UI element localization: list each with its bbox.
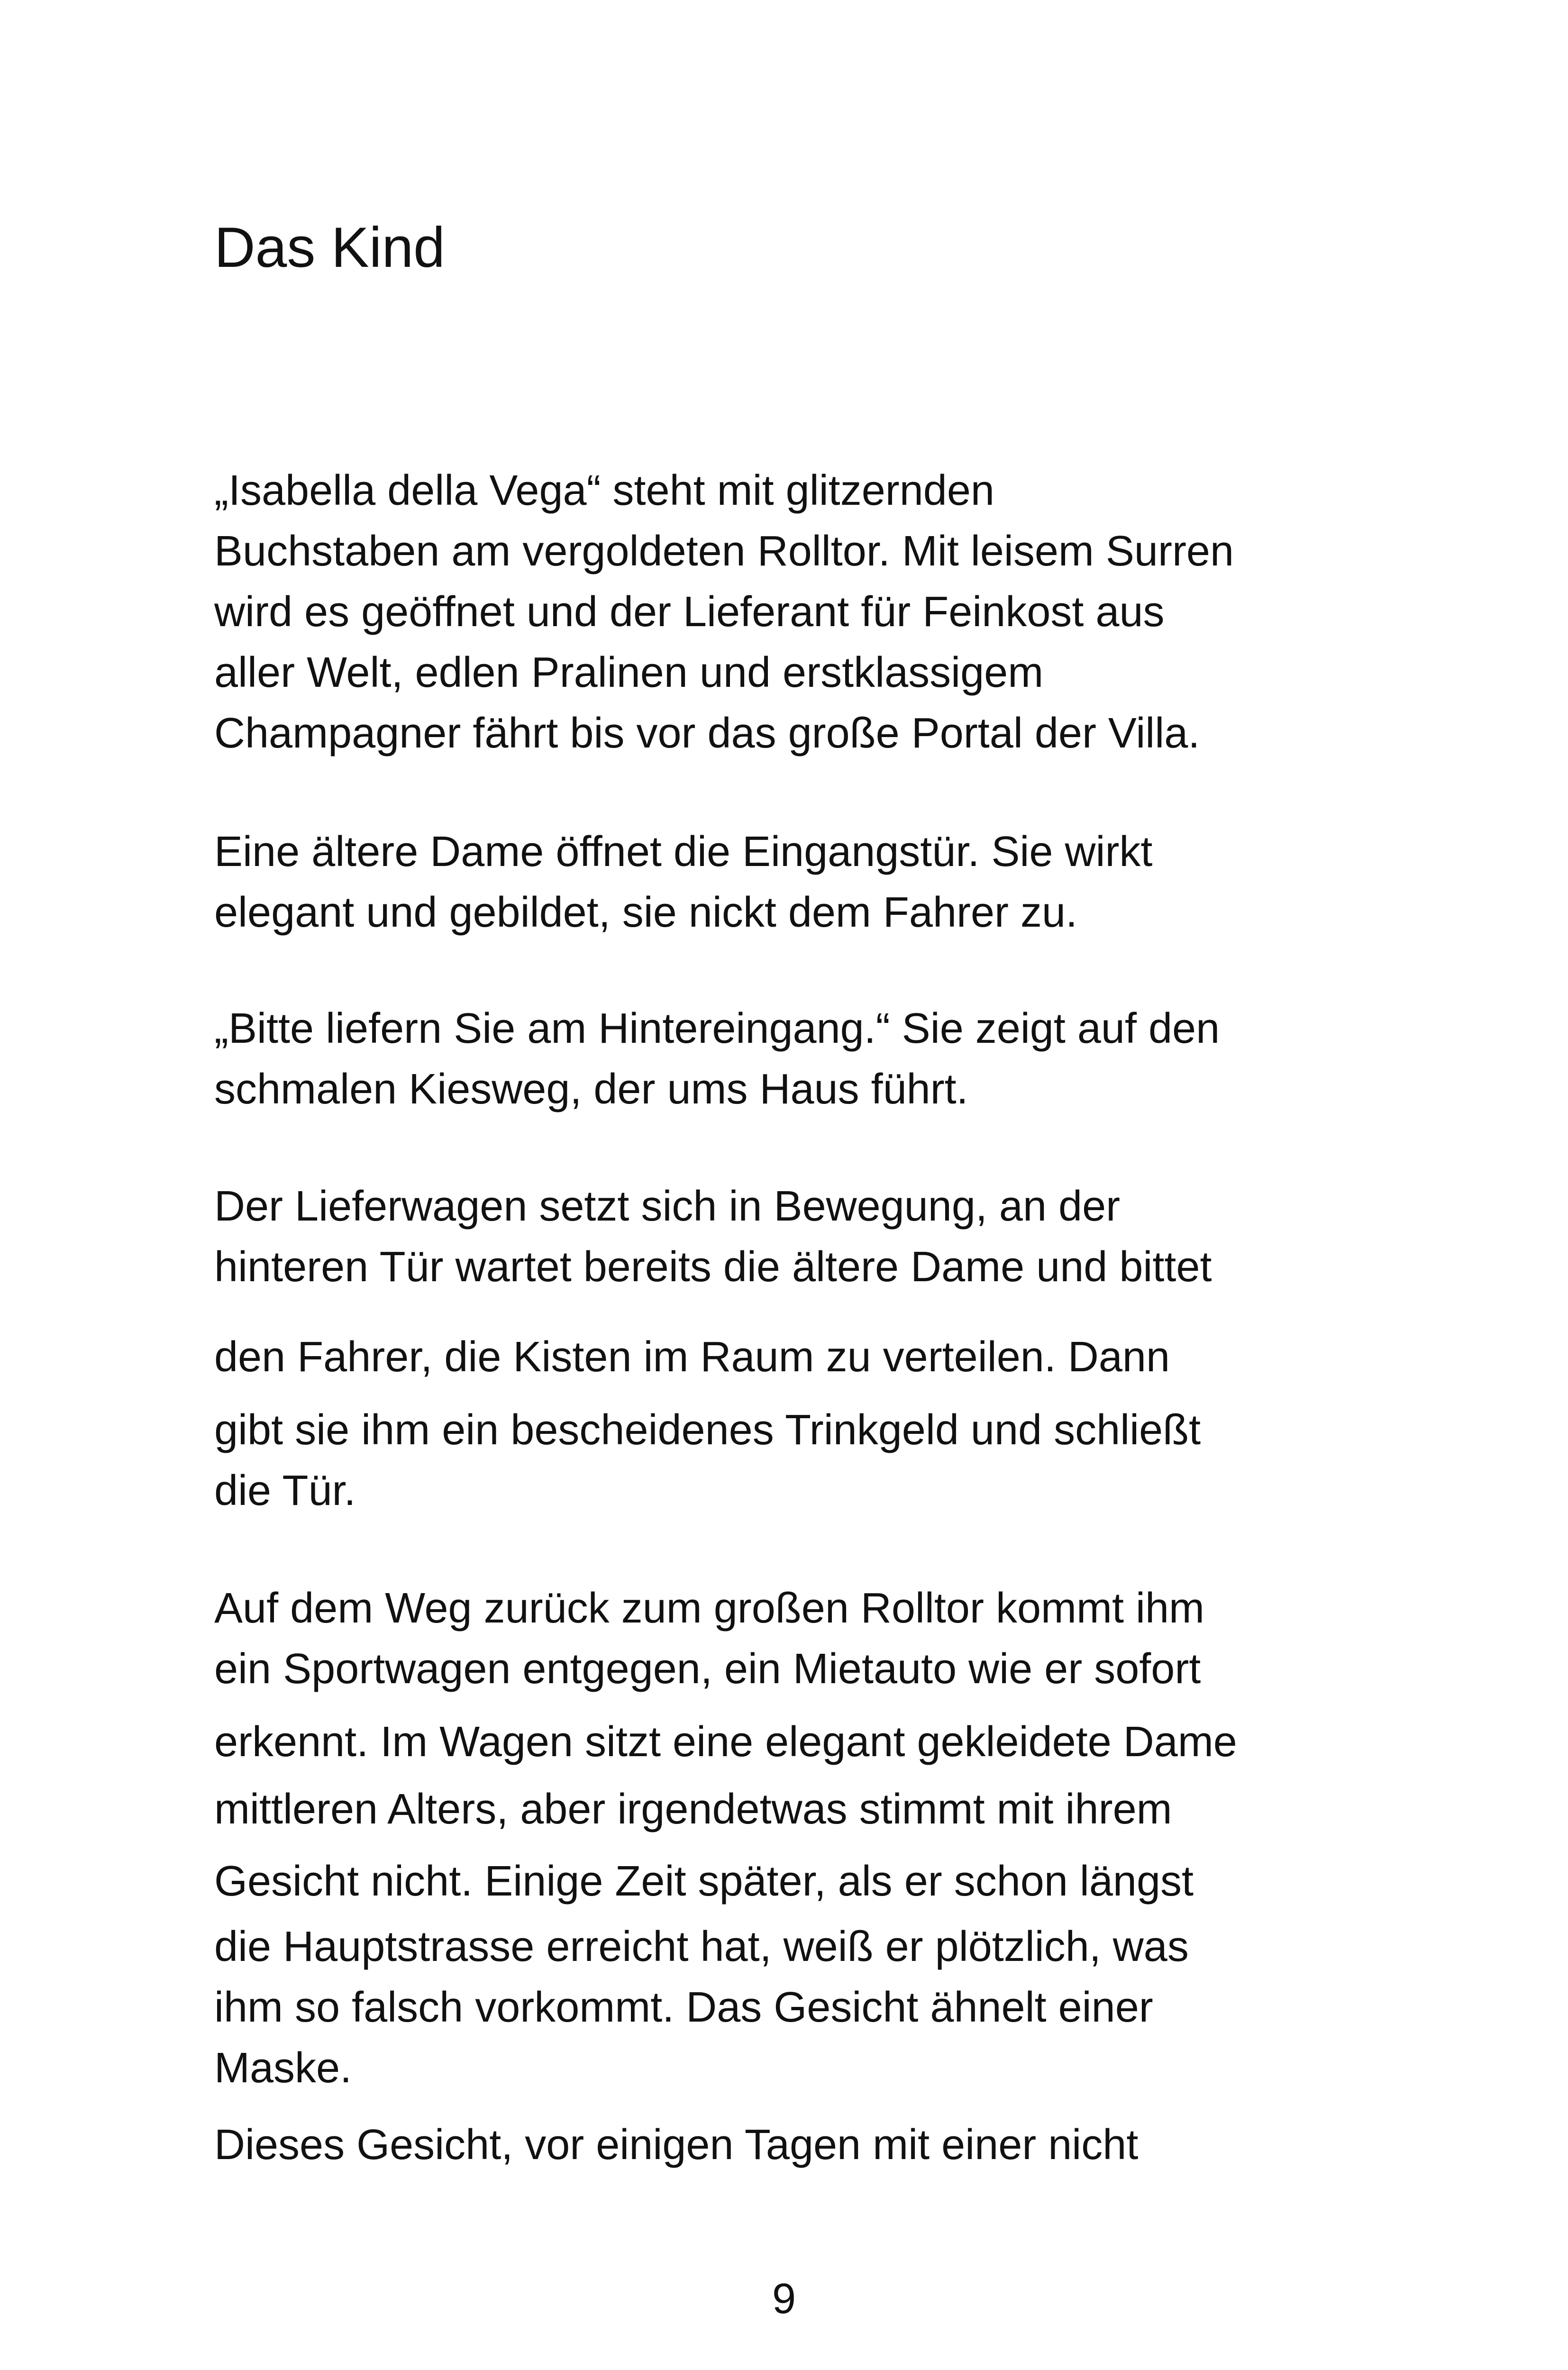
text-line: erkennt. Im Wagen sitzt eine elegant gekleidete Dame bbox=[214, 1718, 1237, 1766]
text-line: Champagner fährt bis vor das große Portal der Villa. bbox=[214, 710, 1200, 757]
text-line: mittleren Alters, aber irgendetwas stimmt mit ihrem bbox=[214, 1786, 1172, 1833]
text-line: Eine ältere Dame öffnet die Eingangstür. Sie wirkt bbox=[214, 828, 1153, 875]
text-line: Der Lieferwagen setzt sich in Bewegung, an der bbox=[214, 1183, 1121, 1230]
text-line: die Hauptstrasse erreicht hat, weiß er plötzlich, was bbox=[214, 1923, 1189, 1970]
text-line: „Bitte liefern Sie am Hintereingang.“ Sie zeigt auf den bbox=[214, 1005, 1220, 1052]
text-line: Gesicht nicht. Einige Zeit später, als er schon längst bbox=[214, 1858, 1194, 1905]
text-line: „Isabella della Vega“ steht mit glitzernden bbox=[214, 467, 994, 514]
text-line: gibt sie ihm ein bescheidenes Trinkgeld und schließt bbox=[214, 1406, 1201, 1454]
text-line: schmalen Kiesweg, der ums Haus führt. bbox=[214, 1066, 968, 1113]
text-line: Maske. bbox=[214, 2044, 352, 2092]
text-line: wird es geöffnet und der Lieferant für Feinkost aus bbox=[214, 588, 1165, 636]
text-line: ihm so falsch vorkommt. Das Gesicht ähnelt einer bbox=[214, 1984, 1153, 2031]
text-line: den Fahrer, die Kisten im Raum zu verteilen. Dann bbox=[214, 1333, 1170, 1381]
text-line: aller Welt, edlen Pralinen und erstklassigem bbox=[214, 649, 1044, 696]
chapter-title: Das Kind bbox=[214, 216, 445, 279]
text-line: Dieses Gesicht, vor einigen Tagen mit einer nicht bbox=[214, 2121, 1139, 2169]
text-line: elegant und gebildet, sie nickt dem Fahrer zu. bbox=[214, 889, 1078, 936]
text-line: Auf dem Weg zurück zum großen Rolltor kommt ihm bbox=[214, 1585, 1204, 1632]
text-line: hinteren Tür wartet bereits die ältere Dame und bittet bbox=[214, 1243, 1212, 1291]
text-line: Buchstaben am vergoldeten Rolltor. Mit leisem Surren bbox=[214, 528, 1234, 575]
text-line: die Tür. bbox=[214, 1467, 356, 1514]
text-line: ein Sportwagen entgegen, ein Mietauto wie er sofort bbox=[214, 1645, 1201, 1693]
page-number: 9 bbox=[772, 2275, 796, 2323]
